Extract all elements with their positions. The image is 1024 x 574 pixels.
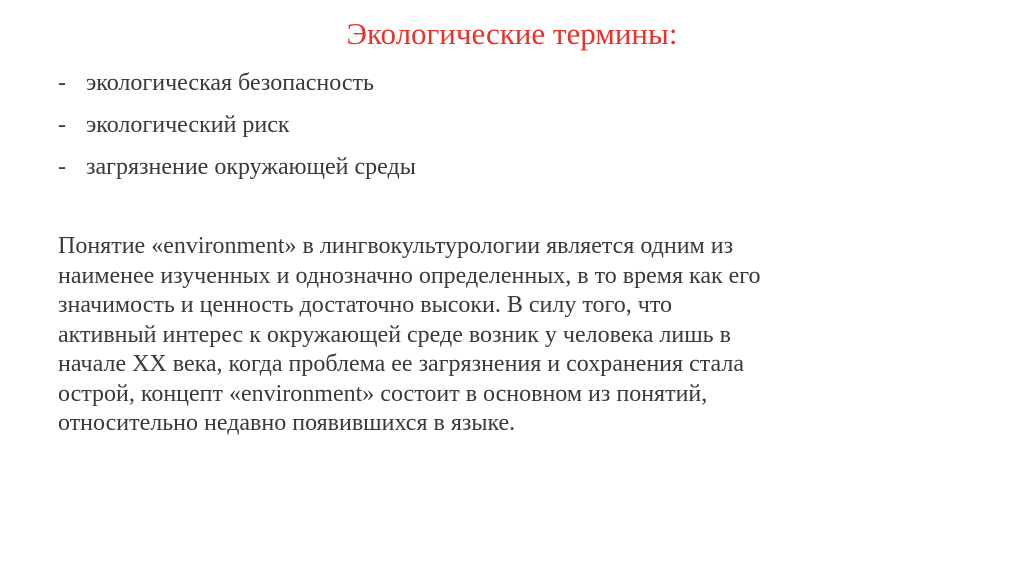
paragraph-line: Понятие «environment» в лингвокультурологии является одним из — [58, 233, 734, 259]
paragraph-line: начале ХХ века, когда проблема ее загрязнения и сохранения стала — [58, 351, 744, 377]
terms-list — [58, 62, 416, 188]
list-item — [58, 62, 416, 104]
list-item — [58, 104, 416, 146]
paragraph-line: наименее изученных и однозначно определенных, в то время как его — [58, 262, 761, 289]
term-label: экологический риск — [86, 112, 290, 138]
paragraph-line: относительно недавно появившихся в языке. — [58, 410, 516, 436]
paragraph-line: острой, концепт «environment» состоит в основном из понятий, — [58, 380, 708, 407]
list-dash: - — [58, 70, 66, 96]
body-paragraph — [58, 232, 998, 439]
slide-title: Экологические термины: — [346, 16, 678, 51]
paragraph-line: активный интерес к окружающей среде возник у человека лишь в — [58, 321, 731, 348]
paragraph-line: значимость и ценность достаточно высоки. В силу того, что — [58, 292, 673, 318]
list-dash: - — [58, 112, 66, 138]
term-label: загрязнение окружающей среды — [86, 154, 416, 180]
list-item — [58, 146, 416, 188]
list-dash: - — [58, 154, 66, 180]
term-label: экологическая безопасность — [86, 70, 374, 96]
